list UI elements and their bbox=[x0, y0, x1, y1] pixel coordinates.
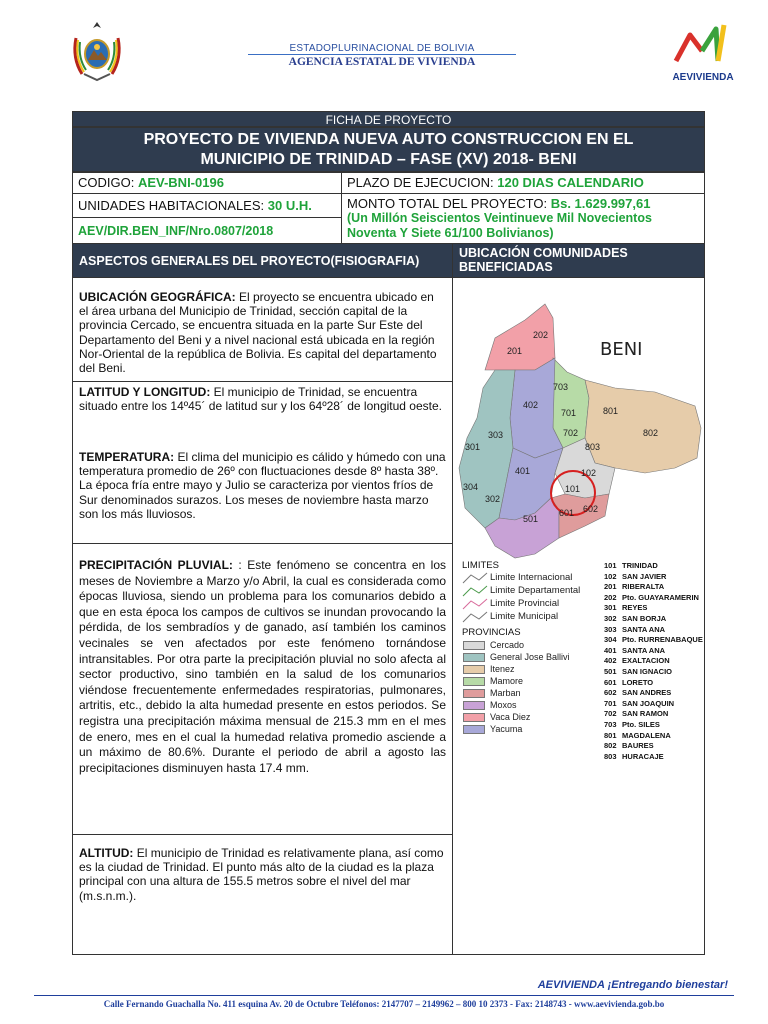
municipio-code: 602 bbox=[604, 688, 617, 698]
limite-item bbox=[460, 585, 600, 597]
limite-line-icon bbox=[462, 598, 488, 610]
beni-map bbox=[455, 298, 703, 560]
plazo-label: PLAZO DE EJECUCION: bbox=[347, 175, 498, 190]
provincia-swatch bbox=[463, 677, 485, 686]
inf-reference: AEV/DIR.BEN_INF/Nro.0807/2018 bbox=[72, 217, 342, 244]
municipio-code: 802 bbox=[604, 741, 617, 751]
header-divider bbox=[248, 54, 516, 55]
map-title: BENI bbox=[600, 339, 643, 360]
state-name: ESTADOPLURINACIONAL DE BOLIVIA bbox=[289, 43, 475, 54]
limite-label: Limite Internacional bbox=[490, 572, 573, 583]
limite-item bbox=[460, 611, 600, 623]
provincia-label: Vaca Diez bbox=[490, 712, 531, 722]
municipio-code: 501 bbox=[604, 667, 617, 676]
region-label: 601 bbox=[559, 508, 575, 518]
altitud-title: ALTITUD: bbox=[79, 846, 134, 860]
municipio-item bbox=[604, 688, 714, 699]
unidades-cell bbox=[72, 193, 342, 218]
provincia-item bbox=[460, 700, 590, 711]
municipio-name: BAURES bbox=[622, 741, 654, 751]
divider bbox=[72, 543, 453, 544]
provincia-swatch bbox=[463, 653, 485, 662]
project-title bbox=[72, 127, 705, 172]
municipio-name: RIBERALTA bbox=[622, 582, 665, 592]
temperatura-title: TEMPERATURA: bbox=[79, 450, 175, 464]
footer-address: Calle Fernando Guachalla No. 411 esquina Av. 20 de Octubre Teléfonos: 2147707 – 2149962 – 800 10 2373 - Fax: 2148743 - www.aevivienda.gob.bo bbox=[103, 999, 665, 1009]
municipio-item bbox=[604, 699, 714, 710]
municipio-item bbox=[604, 614, 714, 625]
municipio-item bbox=[604, 678, 714, 689]
region-label: 801 bbox=[603, 406, 619, 416]
region-label: 703 bbox=[553, 382, 569, 392]
region-label: 301 bbox=[465, 442, 481, 452]
limite-label: Limite Provincial bbox=[490, 598, 560, 609]
region-label: 802 bbox=[643, 428, 659, 438]
region-label: 304 bbox=[463, 482, 479, 492]
region-label: 501 bbox=[523, 514, 539, 524]
municipio-name: LORETO bbox=[622, 677, 654, 687]
region-label: 201 bbox=[507, 346, 523, 356]
region-label: 102 bbox=[581, 468, 597, 478]
municipio-name: REYES bbox=[622, 603, 648, 613]
precipitacion-paragraph bbox=[73, 554, 452, 818]
limite-label: Limite Municipal bbox=[490, 611, 559, 622]
municipio-code: 304 bbox=[604, 635, 617, 645]
region-label: 101 bbox=[565, 484, 581, 494]
municipio-item bbox=[604, 752, 714, 763]
provincia-item bbox=[460, 724, 590, 735]
provincia-item bbox=[460, 664, 590, 675]
municipio-code: 101 bbox=[604, 561, 617, 570]
municipio-item bbox=[604, 635, 714, 646]
monto-words: (Un Millón Seiscientos Veintinueve Mil Novecientos Noventa Y Siete 61/100 Bolivianos) bbox=[347, 211, 652, 240]
municipio-item bbox=[604, 572, 714, 583]
temperatura-text: El clima del municipio es cálido y húmedo con una temperatura promedio de 26º con fluctuaciones desde 8º hasta 38º. La época fría entre mayo y Julio se caracteriza por vientos fríos de Sur denominados surazos. Los meses de noviembre hasta marzo son los más lluviosos. bbox=[79, 450, 446, 521]
provincia-label: Moxos bbox=[490, 700, 517, 710]
municipio-name: Pto. SILES bbox=[622, 720, 660, 729]
plazo-value: 120 DIAS CALENDARIO bbox=[497, 175, 644, 190]
ubicacion-paragraph bbox=[73, 286, 452, 382]
limite-item bbox=[460, 598, 600, 610]
limite-line-icon bbox=[462, 572, 488, 584]
municipio-item bbox=[604, 582, 714, 593]
bolivia-coat-of-arms-icon bbox=[70, 18, 124, 84]
aspectos-header: ASPECTOS GENERALES DEL PROYECTO(FISIOGRAFIA) bbox=[72, 243, 453, 278]
municipio-item bbox=[604, 625, 714, 636]
ubicacion-text: El proyecto se encuentra ubicado en el área urbana del Municipio de Trinidad, sección capital de la provincia Cercado, se encuentra situada en la parte Sur Este del Departamento del Beni y a nivel nacional está ubicada en la región Nor-Oriental de la república de Bolivia. Es capital del departamento del Beni. bbox=[79, 290, 437, 376]
municipio-name: SANTA ANA bbox=[622, 645, 666, 655]
municipio-item bbox=[604, 646, 714, 657]
municipio-name: SAN RAMON bbox=[622, 709, 669, 719]
municipio-item bbox=[604, 656, 714, 667]
plazo-cell bbox=[341, 172, 705, 194]
limite-line-icon bbox=[462, 585, 488, 597]
municipio-code: 703 bbox=[604, 720, 617, 729]
provincias-heading: PROVINCIAS bbox=[462, 627, 521, 638]
codigo-cell bbox=[72, 172, 342, 194]
provincia-swatch bbox=[463, 701, 485, 710]
municipio-item bbox=[604, 741, 714, 752]
provincia-swatch bbox=[463, 713, 485, 722]
municipio-name: MAGDALENA bbox=[622, 730, 671, 740]
limites-heading: LIMITES bbox=[462, 560, 499, 571]
provincia-label: General Jose Ballivi bbox=[490, 652, 570, 662]
provincia-swatch bbox=[463, 689, 485, 698]
municipio-item bbox=[604, 667, 714, 678]
divider bbox=[72, 834, 453, 835]
municipio-item bbox=[604, 603, 714, 614]
region-label: 701 bbox=[561, 408, 577, 418]
footer-slogan: AEVIVIENDA ¡Entregando bienestar! bbox=[537, 979, 728, 991]
provincia-swatch bbox=[463, 665, 485, 674]
limite-label: Limite Departamental bbox=[490, 585, 581, 596]
region-itenez bbox=[585, 380, 701, 473]
latitud-paragraph bbox=[73, 381, 452, 433]
provincia-swatch bbox=[463, 641, 485, 650]
municipio-code: 401 bbox=[604, 645, 617, 655]
latitud-title: LATITUD Y LONGITUD: bbox=[79, 385, 211, 399]
limite-item bbox=[460, 572, 600, 584]
precipitacion-text: : Este fenómeno se concentra en los meses de Noviembre a Marzo y/o Abril, la cual es considerada como épocas lluviosa, siendo un problema para los comunarios debido a que en esta época los campos de cultivos se inundan provocando la pérdida, de los sembradíos y de ganado, así también los caminos vecinales se ven afectados por este fenómeno tornándose intransitables. Por otra parte la precipitación pluvial no solo afecta al sector productivo, sino también en la salud de los comunarios viéndose frecuentemente enfermedades respiratorias, pulmonares, artritis, etc., debido la alta humedad presente en estos periodos. Se registra una precipitación máxima mensual de 215.3 mm en el mes de enero, mes en el cual la humedad relativa promedio asciende a un máximo de 80.6%. Durante el periodo de abril a agosto las precipitaciones disminuyen hasta 17.4 mm. bbox=[79, 558, 446, 775]
temperatura-paragraph bbox=[73, 446, 452, 536]
municipio-code: 601 bbox=[604, 677, 617, 687]
provincia-label: Yacuma bbox=[490, 724, 523, 734]
monto-value: Bs. 1.629.997,61 bbox=[550, 196, 651, 211]
altitud-text: El municipio de Trinidad es relativamente plana, así como es la ciudad de Trinidad. El punto más alto de la ciudad es la plaza principal con una altura de 155.5 metros sobre el nivel del mar (m.s.n.m.). bbox=[79, 846, 444, 903]
municipio-code: 301 bbox=[604, 603, 617, 613]
municipio-code: 801 bbox=[604, 730, 617, 740]
municipio-name: SAN JOAQUIN bbox=[622, 698, 675, 708]
provincia-item bbox=[460, 688, 590, 699]
municipio-item bbox=[604, 709, 714, 720]
map-legend bbox=[460, 560, 704, 760]
municipio-name: SAN IGNACIO bbox=[622, 667, 673, 676]
provincia-item bbox=[460, 676, 590, 687]
municipio-code: 303 bbox=[604, 624, 617, 634]
region-label: 803 bbox=[585, 442, 601, 452]
municipio-name: SAN BORJA bbox=[622, 614, 667, 623]
logo-wordmark: AEVIVIENDA bbox=[672, 72, 734, 83]
municipio-item bbox=[604, 720, 714, 731]
municipio-item bbox=[604, 561, 714, 572]
ubicacion-title: UBICACIÓN GEOGRÁFICA: bbox=[79, 290, 236, 304]
region-label: 302 bbox=[485, 494, 501, 504]
municipio-code: 201 bbox=[604, 582, 617, 592]
municipio-name: Pto. GUAYARAMERIN bbox=[622, 592, 699, 602]
project-title-line2: MUNICIPIO DE TRINIDAD – FASE (XV) 2018- BENI bbox=[200, 151, 577, 168]
agency-name: AGENCIA ESTATAL DE VIVIENDA bbox=[288, 56, 476, 68]
municipio-code: 202 bbox=[604, 592, 617, 602]
altitud-paragraph bbox=[73, 842, 452, 912]
municipio-name: Pto. RURRENABAQUE bbox=[622, 635, 703, 645]
municipio-name: EXALTACION bbox=[622, 656, 670, 666]
provincia-label: Mamore bbox=[490, 676, 524, 686]
footer-divider bbox=[34, 995, 734, 996]
monto-cell bbox=[341, 193, 705, 244]
municipio-name: SANTA ANA bbox=[622, 624, 666, 634]
provincia-item bbox=[460, 640, 590, 651]
municipio-name: TRINIDAD bbox=[622, 561, 658, 570]
provincia-label: Itenez bbox=[490, 664, 515, 674]
unidades-label: UNIDADES HABITACIONALES: bbox=[78, 198, 268, 213]
region-label: 402 bbox=[523, 400, 539, 410]
municipio-code: 702 bbox=[604, 709, 617, 719]
region-label: 401 bbox=[515, 466, 531, 476]
latitud-text: El municipio de Trinidad, se encuentra situado entre los 14º45´ de latitud sur y los 64º28´ de longitud oeste. bbox=[79, 385, 442, 414]
municipio-name: SAN ANDRES bbox=[622, 688, 672, 698]
municipio-name: SAN JAVIER bbox=[622, 571, 667, 581]
municipio-code: 402 bbox=[604, 656, 617, 666]
provincia-item bbox=[460, 712, 590, 723]
ficha-label: FICHA DE PROYECTO bbox=[72, 111, 705, 127]
region-label: 702 bbox=[563, 428, 579, 438]
provincia-label: Cercado bbox=[490, 640, 525, 650]
municipio-code: 803 bbox=[604, 751, 617, 761]
limite-line-icon bbox=[462, 611, 488, 623]
municipio-code: 302 bbox=[604, 614, 617, 623]
municipio-code: 102 bbox=[604, 571, 617, 581]
region-label: 303 bbox=[488, 430, 504, 440]
provincia-swatch bbox=[463, 725, 485, 734]
project-title-line1: PROYECTO DE VIVIENDA NUEVA AUTO CONSTRUCCION EN EL bbox=[143, 131, 634, 148]
municipio-code: 701 bbox=[604, 698, 617, 708]
municipio-item bbox=[604, 731, 714, 742]
precipitacion-title: PRECIPITACIÓN PLUVIAL: bbox=[79, 558, 233, 572]
provincia-item bbox=[460, 652, 590, 663]
municipio-item bbox=[604, 593, 714, 604]
provincia-label: Marban bbox=[490, 688, 521, 698]
codigo-value: AEV-BNI-0196 bbox=[137, 175, 224, 190]
unidades-value: 30 U.H. bbox=[267, 198, 312, 213]
monto-label: MONTO TOTAL DEL PROYECTO: bbox=[347, 196, 551, 211]
region-label: 602 bbox=[583, 504, 599, 514]
municipio-name: HURACAJE bbox=[622, 751, 664, 761]
region-label: 202 bbox=[533, 330, 549, 340]
codigo-label: CODIGO: bbox=[78, 175, 138, 190]
ubicacion-comunidades-header: UBICACIÓN COMUNIDADES BENEFICIADAS bbox=[452, 243, 705, 278]
